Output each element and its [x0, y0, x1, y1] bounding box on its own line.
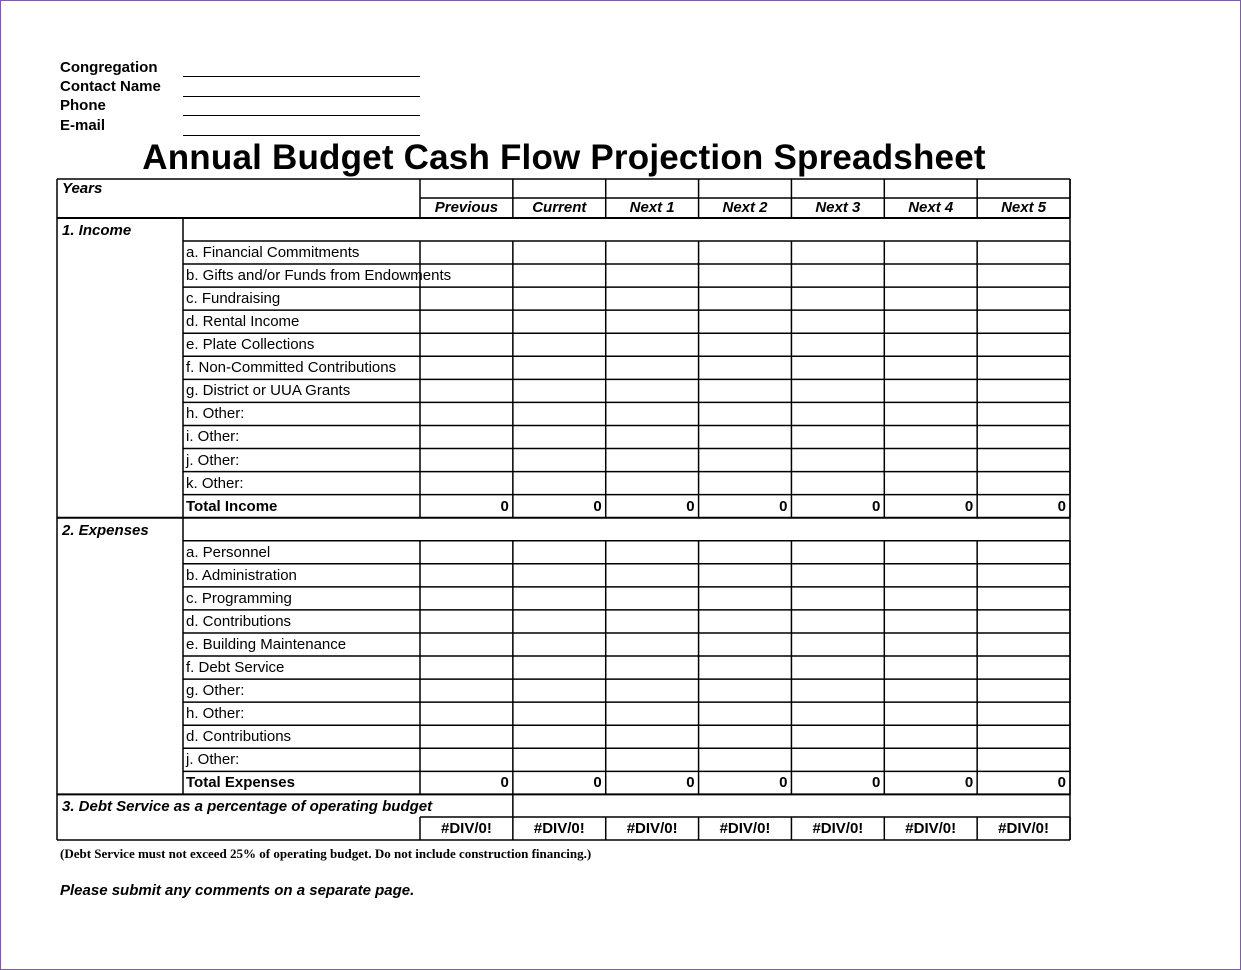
expenses-total-value: 0 — [871, 774, 881, 792]
column-header-next-2: Next 2 — [722, 199, 768, 216]
expenses-row-cell[interactable] — [978, 542, 1069, 563]
income-row-cell[interactable] — [700, 334, 791, 355]
income-row-cell[interactable] — [700, 357, 791, 378]
income-row-cell[interactable] — [700, 242, 791, 263]
expenses-row-cell[interactable] — [885, 726, 976, 747]
expenses-row-label: c. Programming — [186, 589, 292, 607]
income-total-value: 0 — [964, 497, 974, 515]
expenses-row-cell[interactable] — [885, 611, 976, 632]
income-row-cell[interactable] — [978, 450, 1069, 471]
expenses-row-cell[interactable] — [885, 703, 976, 724]
income-row-label: d. Rental Income — [186, 313, 300, 331]
income-row-cell[interactable] — [978, 288, 1069, 309]
income-row-cell[interactable] — [514, 242, 605, 263]
income-row-cell[interactable] — [514, 334, 605, 355]
income-row-cell[interactable] — [514, 311, 605, 332]
expenses-row-cell[interactable] — [978, 611, 1069, 632]
income-row-cell[interactable] — [514, 357, 605, 378]
income-row-cell[interactable] — [885, 426, 976, 447]
income-row-cell[interactable] — [607, 242, 698, 263]
expenses-total-value: 0 — [686, 774, 695, 792]
income-row-cell[interactable] — [421, 311, 512, 332]
income-row-cell[interactable] — [421, 450, 512, 471]
expenses-row-label: g. Other: — [186, 682, 245, 700]
expenses-row-cell[interactable] — [700, 634, 791, 655]
income-row-cell[interactable] — [792, 334, 883, 355]
expenses-row-cell[interactable] — [700, 588, 791, 609]
income-total-label: Total Income — [186, 497, 278, 515]
expenses-row-cell[interactable] — [421, 726, 512, 747]
expenses-total-value: 0 — [1057, 774, 1067, 792]
income-row-cell[interactable] — [978, 403, 1069, 424]
expenses-total-value: 0 — [779, 774, 788, 792]
debt-ratio-value: #DIV/0! — [626, 820, 678, 837]
income-row-cell[interactable] — [607, 357, 698, 378]
expenses-row-cell[interactable] — [514, 611, 605, 632]
expenses-row-cell[interactable] — [421, 657, 512, 678]
income-row-cell[interactable] — [700, 265, 791, 286]
income-row-cell[interactable] — [885, 242, 976, 263]
income-row-cell[interactable] — [885, 357, 976, 378]
debt-ratio-value: #DIV/0! — [441, 820, 492, 837]
expenses-row-cell[interactable] — [978, 749, 1069, 770]
expenses-row-cell[interactable] — [700, 680, 791, 701]
expenses-row-cell[interactable] — [514, 749, 605, 770]
income-row-label: e. Plate Collections — [186, 336, 315, 354]
income-total-value: 0 — [500, 497, 509, 515]
income-total-value: 0 — [1057, 497, 1067, 515]
expenses-row-cell[interactable] — [514, 703, 605, 724]
expenses-row-cell[interactable] — [607, 542, 698, 563]
expenses-row-cell[interactable] — [792, 749, 883, 770]
income-row-cell[interactable] — [885, 380, 976, 401]
income-row-cell[interactable] — [792, 242, 883, 263]
income-row-cell[interactable] — [421, 357, 512, 378]
expenses-row-cell[interactable] — [885, 680, 976, 701]
expenses-row-cell[interactable] — [792, 703, 883, 724]
expenses-row-cell[interactable] — [885, 657, 976, 678]
expenses-row-label: j. Other: — [186, 751, 240, 769]
income-row-cell[interactable] — [978, 242, 1069, 263]
expenses-row-cell[interactable] — [421, 680, 512, 701]
expenses-row-cell[interactable] — [792, 726, 883, 747]
expenses-row-cell[interactable] — [607, 611, 698, 632]
income-row-cell[interactable] — [514, 426, 605, 447]
income-row-cell[interactable] — [792, 311, 883, 332]
expenses-row-cell[interactable] — [978, 657, 1069, 678]
income-row-cell[interactable] — [700, 403, 791, 424]
income-row-cell[interactable] — [885, 450, 976, 471]
expenses-row-cell[interactable] — [607, 703, 698, 724]
expenses-row-cell[interactable] — [700, 726, 791, 747]
income-row-label: b. Gifts and/or Funds from Endowments — [186, 267, 452, 285]
income-row-cell[interactable] — [978, 311, 1069, 332]
income-total-value: 0 — [686, 497, 695, 515]
expenses-row-cell[interactable] — [792, 657, 883, 678]
expenses-row-cell[interactable] — [607, 565, 698, 586]
expenses-total-label: Total Expenses — [186, 774, 295, 792]
debt-section-label: 3. Debt Service as a percentage of operating budget — [62, 798, 433, 816]
income-row-cell[interactable] — [421, 426, 512, 447]
expenses-total-value: 0 — [593, 774, 602, 792]
income-row-cell[interactable] — [978, 426, 1069, 447]
header-label-email: E-mail — [60, 117, 106, 134]
income-row-cell[interactable] — [514, 450, 605, 471]
expenses-row-cell[interactable] — [978, 680, 1069, 701]
income-row-cell[interactable] — [978, 357, 1069, 378]
column-header-next-1: Next 1 — [629, 199, 675, 216]
expenses-row-cell[interactable] — [792, 542, 883, 563]
income-row-cell[interactable] — [421, 380, 512, 401]
expenses-row-cell[interactable] — [514, 565, 605, 586]
expenses-row-cell[interactable] — [514, 634, 605, 655]
income-row-cell[interactable] — [700, 473, 791, 494]
income-row-label: h. Other: — [186, 405, 245, 423]
income-row-cell[interactable] — [421, 288, 512, 309]
income-row-cell[interactable] — [607, 450, 698, 471]
expenses-row-cell[interactable] — [978, 588, 1069, 609]
expenses-row-cell[interactable] — [978, 726, 1069, 747]
expenses-row-cell[interactable] — [885, 749, 976, 770]
column-header-previous: Previous — [434, 199, 499, 216]
expenses-row-cell[interactable] — [514, 542, 605, 563]
expenses-row-cell[interactable] — [885, 634, 976, 655]
expenses-row-cell[interactable] — [607, 634, 698, 655]
income-row-cell[interactable] — [607, 334, 698, 355]
income-row-cell[interactable] — [885, 403, 976, 424]
income-row-cell[interactable] — [514, 288, 605, 309]
income-row-cell[interactable] — [421, 473, 512, 494]
header-label-contact-name: Contact Name — [60, 78, 161, 95]
income-row-cell[interactable] — [607, 403, 698, 424]
expenses-row-cell[interactable] — [421, 565, 512, 586]
income-row-label: g. District or UUA Grants — [186, 382, 351, 400]
column-header-next-3: Next 3 — [815, 199, 861, 216]
expenses-total-value: 0 — [964, 774, 974, 792]
expenses-row-cell[interactable] — [607, 726, 698, 747]
column-header-current: Current — [532, 199, 587, 216]
expenses-row-cell[interactable] — [421, 703, 512, 724]
income-row-cell[interactable] — [421, 403, 512, 424]
income-row-label: c. Fundraising — [186, 290, 281, 308]
expenses-row-cell[interactable] — [607, 680, 698, 701]
expenses-row-cell[interactable] — [792, 634, 883, 655]
expenses-row-cell[interactable] — [700, 749, 791, 770]
column-header-next-5: Next 5 — [1001, 199, 1047, 216]
expenses-row-cell[interactable] — [700, 703, 791, 724]
income-row-cell[interactable] — [885, 334, 976, 355]
income-row-cell[interactable] — [514, 265, 605, 286]
income-row-cell[interactable] — [885, 288, 976, 309]
expenses-row-cell[interactable] — [607, 588, 698, 609]
income-row-cell[interactable] — [792, 380, 883, 401]
expenses-row-cell[interactable] — [700, 542, 791, 563]
income-row-cell[interactable] — [700, 380, 791, 401]
header-label-congregation: Congregation — [60, 59, 158, 76]
income-row-cell[interactable] — [514, 473, 605, 494]
expenses-row-cell[interactable] — [421, 749, 512, 770]
expenses-row-cell[interactable] — [792, 565, 883, 586]
income-row-cell[interactable] — [607, 265, 698, 286]
expenses-row-cell[interactable] — [514, 657, 605, 678]
expenses-row-cell[interactable] — [885, 588, 976, 609]
debt-service-note: (Debt Service must not exceed 25% of operating budget. Do not include construction financing.) — [60, 846, 592, 861]
income-row-cell[interactable] — [885, 265, 976, 286]
expenses-row-cell[interactable] — [978, 634, 1069, 655]
debt-ratio-value: #DIV/0! — [812, 820, 864, 837]
income-row-label: j. Other: — [186, 451, 240, 469]
expenses-row-cell[interactable] — [700, 565, 791, 586]
income-row-label: a. Financial Commitments — [186, 244, 360, 261]
expenses-row-label: a. Personnel — [186, 543, 271, 561]
income-row-cell[interactable] — [607, 380, 698, 401]
income-total-value: 0 — [593, 497, 602, 515]
income-row-cell[interactable] — [978, 380, 1069, 401]
income-row-label: k. Other: — [186, 474, 244, 492]
expenses-row-cell[interactable] — [514, 726, 605, 747]
expenses-row-label: e. Building Maintenance — [186, 635, 347, 653]
expenses-row-cell[interactable] — [421, 634, 512, 655]
income-section-label: 1. Income — [62, 222, 132, 239]
income-row-cell[interactable] — [700, 426, 791, 447]
debt-ratio-value: #DIV/0! — [719, 820, 771, 837]
expenses-row-label: h. Other: — [186, 705, 245, 723]
expenses-row-cell[interactable] — [978, 703, 1069, 724]
income-row-cell[interactable] — [978, 473, 1069, 494]
income-row-cell[interactable] — [792, 473, 883, 494]
income-row-cell[interactable] — [607, 426, 698, 447]
income-row-cell[interactable] — [792, 265, 883, 286]
income-row-cell[interactable] — [792, 450, 883, 471]
expenses-row-label: f. Debt Service — [186, 659, 285, 677]
debt-ratio-value: #DIV/0! — [998, 820, 1050, 837]
expenses-row-cell[interactable] — [421, 542, 512, 563]
column-header-next-4: Next 4 — [908, 199, 954, 216]
income-row-cell[interactable] — [978, 334, 1069, 355]
income-row-cell[interactable] — [700, 288, 791, 309]
expenses-row-label: b. Administration — [186, 566, 297, 584]
expenses-total-value: 0 — [500, 774, 509, 792]
income-row-label: i. Other: — [186, 428, 240, 446]
footer-text: Please submit any comments on a separate page. — [60, 882, 415, 899]
expenses-row-cell[interactable] — [514, 588, 605, 609]
page-title: Annual Budget Cash Flow Projection Spreadsheet — [142, 138, 986, 177]
income-row-cell[interactable] — [885, 311, 976, 332]
income-total-value: 0 — [871, 497, 881, 515]
expenses-row-cell[interactable] — [700, 611, 791, 632]
income-row-cell[interactable] — [607, 473, 698, 494]
expenses-row-label: d. Contributions — [186, 728, 292, 746]
expenses-row-cell[interactable] — [514, 680, 605, 701]
expenses-section-label: 2. Expenses — [62, 521, 149, 539]
expenses-row-cell[interactable] — [885, 542, 976, 563]
income-row-cell[interactable] — [978, 265, 1069, 286]
expenses-row-cell[interactable] — [792, 611, 883, 632]
expenses-row-cell[interactable] — [421, 611, 512, 632]
expenses-row-cell[interactable] — [700, 657, 791, 678]
income-row-cell[interactable] — [792, 403, 883, 424]
debt-ratio-value: #DIV/0! — [533, 820, 585, 837]
income-row-cell[interactable] — [514, 380, 605, 401]
income-row-label: f. Non-Committed Contributions — [186, 359, 397, 377]
debt-ratio-value: #DIV/0! — [905, 820, 957, 837]
expenses-row-cell[interactable] — [607, 657, 698, 678]
income-row-cell[interactable] — [792, 288, 883, 309]
income-row-cell[interactable] — [421, 334, 512, 355]
income-row-cell[interactable] — [607, 288, 698, 309]
income-total-value: 0 — [779, 497, 788, 515]
income-row-cell[interactable] — [885, 473, 976, 494]
income-row-cell[interactable] — [792, 357, 883, 378]
expenses-row-cell[interactable] — [885, 565, 976, 586]
income-row-cell[interactable] — [700, 450, 791, 471]
expenses-row-cell[interactable] — [792, 588, 883, 609]
expenses-row-cell[interactable] — [421, 588, 512, 609]
income-row-cell[interactable] — [421, 265, 512, 286]
income-row-cell[interactable] — [607, 311, 698, 332]
expenses-row-label: d. Contributions — [186, 612, 292, 630]
expenses-row-cell[interactable] — [607, 749, 698, 770]
income-row-cell[interactable] — [792, 426, 883, 447]
header-label-phone: Phone — [60, 97, 106, 114]
expenses-row-cell[interactable] — [792, 680, 883, 701]
years-label: Years — [62, 180, 103, 197]
income-row-cell[interactable] — [700, 311, 791, 332]
income-row-cell[interactable] — [421, 242, 512, 263]
income-row-cell[interactable] — [514, 403, 605, 424]
expenses-row-cell[interactable] — [978, 565, 1069, 586]
